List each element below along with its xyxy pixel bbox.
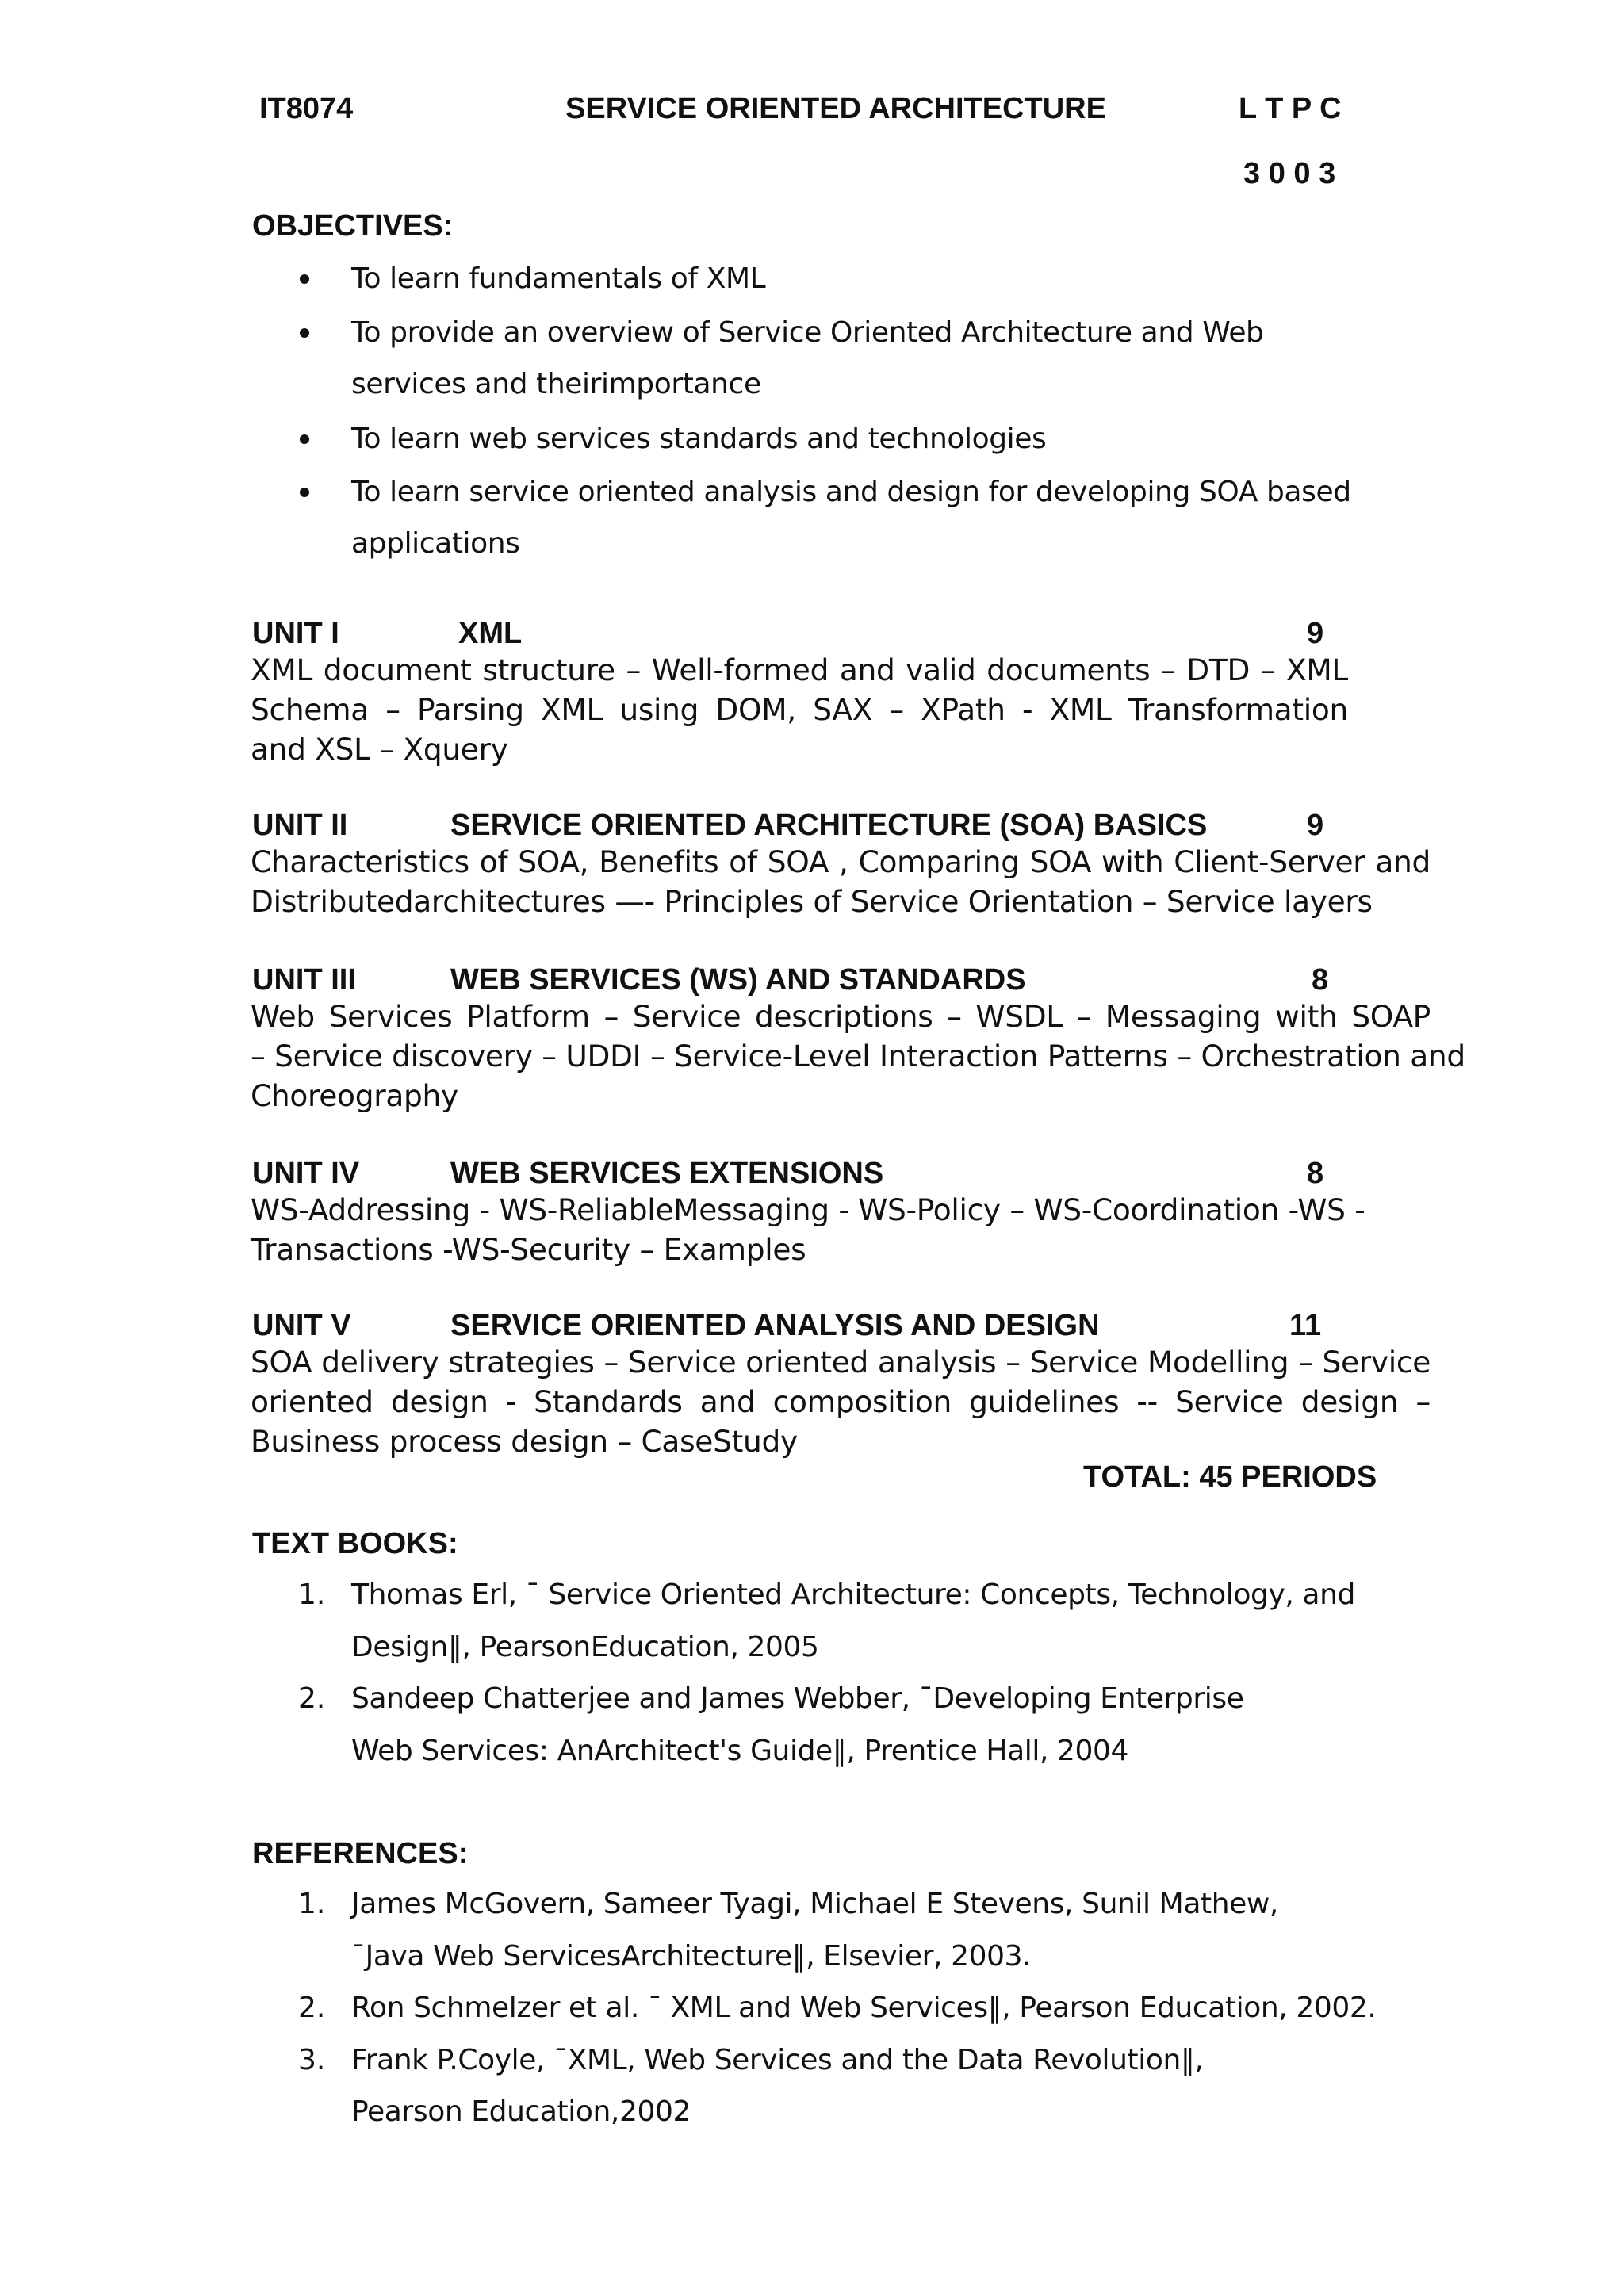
objective-item-3: To learn web services standards and technologies bbox=[351, 423, 1047, 455]
unit-1-hours: 9 bbox=[1307, 617, 1324, 650]
textbook-1-line-1: Thomas Erl, ¯ Service Oriented Architecture: Concepts, Technology, and bbox=[351, 1578, 1355, 1611]
unit-1-line-1: XML document structure – Well-formed and valid documents – DTD – XML bbox=[251, 652, 1348, 687]
objective-item-4-line-2: applications bbox=[351, 527, 520, 560]
objective-item-2-line-1: To provide an overview of Service Oriented Architecture and Web bbox=[351, 316, 1264, 349]
unit-5-label: UNIT V bbox=[252, 1309, 351, 1342]
unit-2-line-1: Characteristics of SOA, Benefits of SOA , Comparing SOA with Client-Server and bbox=[251, 844, 1431, 879]
unit-5-hours: 11 bbox=[1289, 1309, 1322, 1342]
reference-2-number: 2. bbox=[298, 1992, 326, 2024]
course-title: SERVICE ORIENTED ARCHITECTURE bbox=[565, 92, 1106, 125]
unit-1-title: XML bbox=[458, 617, 523, 650]
reference-1-number: 1. bbox=[298, 1888, 326, 1920]
textbook-2-line-2: Web Services: AnArchitect's Guide‖, Prentice Hall, 2004 bbox=[351, 1735, 1129, 1767]
unit-2-title: SERVICE ORIENTED ARCHITECTURE (SOA) BASICS bbox=[450, 809, 1208, 842]
unit-2-hours: 9 bbox=[1307, 809, 1324, 842]
course-code: IT8074 bbox=[259, 92, 354, 125]
unit-5-title: SERVICE ORIENTED ANALYSIS AND DESIGN bbox=[450, 1309, 1100, 1342]
unit-3-line-3: Choreography bbox=[251, 1078, 458, 1113]
unit-4-line-1: WS-Addressing - WS-ReliableMessaging - WS-Policy – WS-Coordination -WS - bbox=[251, 1192, 1365, 1227]
textbook-2-number: 2. bbox=[298, 1682, 326, 1715]
textbook-1-number: 1. bbox=[298, 1578, 326, 1611]
unit-4-line-2: Transactions -WS-Security – Examples bbox=[251, 1232, 806, 1267]
unit-1-line-3: and XSL – Xquery bbox=[251, 732, 508, 767]
textbooks-heading: TEXT BOOKS: bbox=[252, 1527, 458, 1560]
ltpc-values: 3 0 0 3 bbox=[1243, 157, 1336, 190]
textbook-1-line-2: Design‖, PearsonEducation, 2005 bbox=[351, 1631, 819, 1663]
unit-3-label: UNIT III bbox=[252, 963, 356, 997]
reference-1-line-2: ¯Java Web ServicesArchitecture‖, Elsevier, 2003. bbox=[351, 1940, 1032, 1973]
unit-5-line-2: oriented design - Standards and composition guidelines -- Service design – bbox=[251, 1384, 1431, 1419]
unit-3-line-2: – Service discovery – UDDI – Service-Level Interaction Patterns – Orchestration and bbox=[251, 1039, 1465, 1073]
reference-1-line-1: James McGovern, Sameer Tyagi, Michael E Stevens, Sunil Mathew, bbox=[351, 1888, 1278, 1920]
total-periods: TOTAL: 45 PERIODS bbox=[1083, 1460, 1377, 1494]
unit-2-label: UNIT II bbox=[252, 809, 348, 842]
textbook-2-line-1: Sandeep Chatterjee and James Webber, ¯Developing Enterprise bbox=[351, 1682, 1244, 1715]
unit-3-title: WEB SERVICES (WS) AND STANDARDS bbox=[450, 963, 1026, 997]
unit-4-label: UNIT IV bbox=[252, 1157, 360, 1190]
ltpc-label: L T P C bbox=[1239, 92, 1342, 125]
unit-4-hours: 8 bbox=[1307, 1157, 1324, 1190]
reference-3-number: 3. bbox=[298, 2044, 326, 2076]
objective-item-2-line-2: services and theirimportance bbox=[351, 368, 761, 400]
bullet-icon bbox=[300, 434, 309, 444]
objective-item-1: To learn fundamentals of XML bbox=[351, 262, 766, 295]
reference-3-line-2: Pearson Education,2002 bbox=[351, 2095, 691, 2128]
unit-3-hours: 8 bbox=[1312, 963, 1329, 997]
unit-2-line-2: Distributedarchitectures —- Principles of Service Orientation – Service layers bbox=[251, 884, 1373, 919]
unit-5-line-3: Business process design – CaseStudy bbox=[251, 1424, 798, 1459]
references-heading: REFERENCES: bbox=[252, 1837, 469, 1870]
objectives-heading: OBJECTIVES: bbox=[252, 209, 454, 243]
bullet-icon bbox=[300, 488, 309, 497]
unit-5-line-1: SOA delivery strategies – Service oriented analysis – Service Modelling – Service bbox=[251, 1345, 1431, 1380]
reference-3-line-1: Frank P.Coyle, ¯XML, Web Services and the Data Revolution‖, bbox=[351, 2044, 1204, 2076]
unit-1-line-2: Schema – Parsing XML using DOM, SAX – XPath - XML Transformation bbox=[251, 692, 1348, 727]
unit-3-line-1: Web Services Platform – Service descriptions – WSDL – Messaging with SOAP bbox=[251, 999, 1431, 1034]
objective-item-4-line-1: To learn service oriented analysis and design for developing SOA based bbox=[351, 476, 1351, 508]
unit-1-label: UNIT I bbox=[252, 617, 339, 650]
bullet-icon bbox=[300, 274, 309, 284]
bullet-icon bbox=[300, 328, 309, 338]
unit-4-title: WEB SERVICES EXTENSIONS bbox=[450, 1157, 884, 1190]
reference-2-line-1: Ron Schmelzer et al. ¯ XML and Web Services‖, Pearson Education, 2002. bbox=[351, 1992, 1377, 2024]
